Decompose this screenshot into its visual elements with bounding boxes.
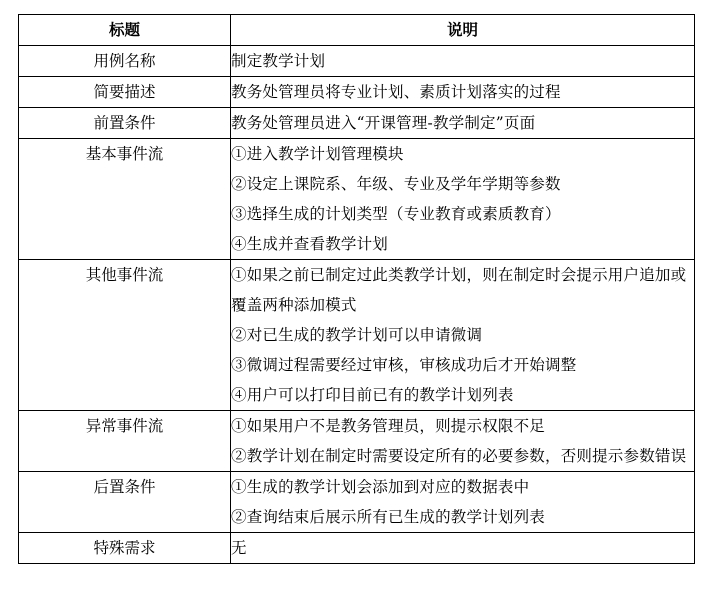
header-title: 标题 [19,15,231,46]
table-header-row [19,15,695,46]
row-use-case-name [19,46,695,77]
row-label: 其他事件流 [19,260,231,411]
value-line: 制定教学计划 [231,52,326,70]
row-label: 基本事件流 [19,139,231,260]
row-label: 异常事件流 [19,411,231,472]
value-line: ②对已生成的教学计划可以申请微调 [231,326,483,344]
row-label: 简要描述 [19,77,231,108]
row-value [231,533,695,564]
row-value [231,46,695,77]
row-value [231,472,695,533]
value-line: ②查询结束后展示所有已生成的教学计划列表 [231,508,546,526]
row-label: 特殊需求 [19,533,231,564]
value-line: ②设定上课院系、年级、专业及学年学期等参数 [231,175,561,193]
row-brief-description [19,77,695,108]
use-case-table [18,14,695,564]
value-line: 无 [231,539,247,557]
row-value [231,411,695,472]
header-description: 说明 [231,15,695,46]
value-line: ②教学计划在制定时需要设定所有的必要参数，否则提示参数错误 [231,447,687,465]
value-line: ①如果之前已制定过此类教学计划，则在制定时会提示用户追加或覆盖两种添加模式 [231,266,687,314]
row-label: 用例名称 [19,46,231,77]
row-alternative-flow [19,260,695,411]
value-line: ①如果用户不是教务管理员，则提示权限不足 [231,417,546,435]
row-precondition [19,108,695,139]
row-value [231,108,695,139]
row-exception-flow [19,411,695,472]
value-line: 教务处管理员进入“开课管理-教学制定”页面 [231,114,536,132]
row-label: 前置条件 [19,108,231,139]
value-line: ③微调过程需要经过审核，审核成功后才开始调整 [231,356,577,374]
row-label: 后置条件 [19,472,231,533]
value-line: ①生成的教学计划会添加到对应的数据表中 [231,478,530,496]
value-line: ③选择生成的计划类型（专业教育或素质教育） [231,205,561,223]
use-case-document [18,14,694,564]
value-line: 教务处管理员将专业计划、素质计划落实的过程 [231,83,561,101]
row-value [231,139,695,260]
row-special-requirements [19,533,695,564]
value-line: ④生成并查看教学计划 [231,235,389,253]
value-line: ④用户可以打印目前已有的教学计划列表 [231,386,514,404]
row-value [231,77,695,108]
row-postcondition [19,472,695,533]
row-value [231,260,695,411]
value-line: ①进入教学计划管理模块 [231,145,404,163]
row-basic-flow [19,139,695,260]
